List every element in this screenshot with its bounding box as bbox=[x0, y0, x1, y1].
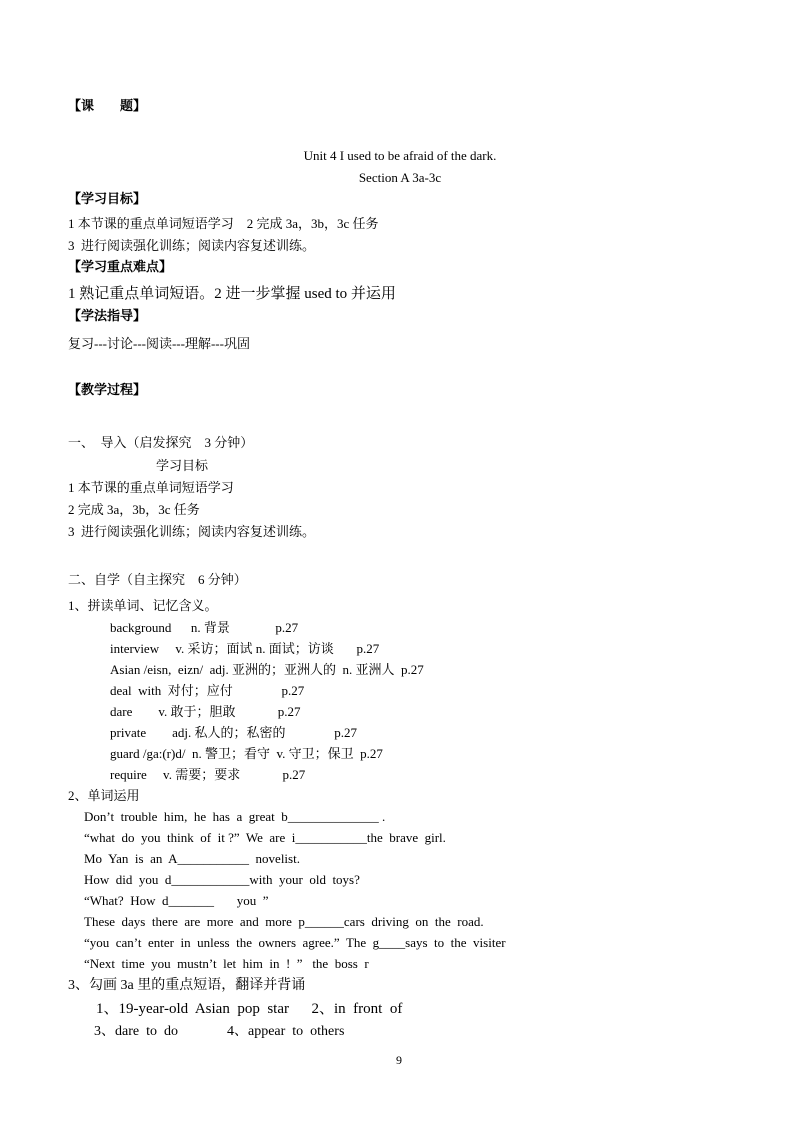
page-number: 9 bbox=[396, 1053, 402, 1067]
exercise-line: “Next time you mustn’t let him in ! ” the boss r bbox=[84, 956, 369, 971]
step1-heading: 一、 导入（启发探究 3 分钟） bbox=[68, 435, 254, 450]
exercise-line: “What? How d_______ you ” bbox=[84, 893, 269, 908]
section-title: Section A 3a-3c bbox=[358, 170, 442, 185]
vocab-item: guard /ga:(r)d/ n. 警卫；看守 v. 守卫；保卫 p.27 bbox=[110, 746, 383, 761]
step2-part1-title: 1、拼读单词、记忆含义。 bbox=[68, 598, 218, 613]
vocab-item: deal with 对付；应付 p.27 bbox=[110, 683, 305, 698]
step2-heading: 二、自学（自主探究 6 分钟） bbox=[68, 572, 247, 587]
vocab-item: background n. 背景 p.27 bbox=[110, 620, 299, 635]
exercise-line: How did you d____________with your old toys? bbox=[84, 872, 360, 887]
process-header: 【教学过程】 bbox=[68, 383, 147, 398]
key-points-text: 1 熟记重点单词短语。2 进一步掌握 used to 并运用 bbox=[68, 286, 396, 302]
topic-header: 【课 题】 bbox=[68, 99, 147, 114]
exercise-line: Mo Yan is an A___________ novelist. bbox=[84, 851, 300, 866]
goal-line-1: 1 本节课的重点单词短语学习 2 完成 3a，3b，3c 任务 bbox=[68, 216, 379, 231]
exercise-line: “you can’t enter in unless the owners agree.” The g____says to the visiter bbox=[84, 935, 506, 950]
step2-part3-title: 3、勾画 3a 里的重点短语，翻译并背诵 bbox=[68, 978, 306, 993]
vocab-item: require v. 需要；要求 p.27 bbox=[110, 767, 306, 782]
vocab-item: private adj. 私人的；私密的 p.27 bbox=[110, 725, 357, 740]
unit-title: Unit 4 I used to be afraid of the dark. bbox=[303, 148, 497, 163]
step1-item: 1 本节课的重点单词短语学习 bbox=[68, 480, 234, 495]
goals-header: 【学习目标】 bbox=[68, 192, 147, 207]
step1-subheading: 学习目标 bbox=[156, 458, 209, 473]
phrase-line: 1、19-year-old Asian pop star 2、in front of bbox=[96, 1001, 403, 1017]
vocab-item: dare v. 敢于；胆敢 p.27 bbox=[110, 704, 301, 719]
key-points-header: 【学习重点难点】 bbox=[68, 260, 173, 275]
vocab-item: Asian /eisn, eizn/ adj. 亚洲的；亚洲人的 n. 亚洲人 p.27 bbox=[110, 662, 424, 677]
step1-item: 2 完成 3a，3b，3c 任务 bbox=[68, 502, 200, 517]
vocab-item: interview v. 采访；面试 n. 面试；访谈 p.27 bbox=[110, 641, 380, 656]
goal-line-2: 3 进行阅读强化训练；阅读内容复述训练。 bbox=[68, 238, 316, 253]
exercise-line: Don’t trouble him, he has a great b______________ . bbox=[84, 809, 386, 824]
method-text: 复习---讨论---阅读---理解---巩固 bbox=[68, 336, 250, 351]
exercise-line: These days there are more and more p______cars driving on the road. bbox=[84, 914, 484, 929]
method-header: 【学法指导】 bbox=[68, 309, 147, 324]
step2-part2-title: 2、单词运用 bbox=[68, 788, 140, 803]
step1-item: 3 进行阅读强化训练；阅读内容复述训练。 bbox=[68, 524, 316, 539]
exercise-line: “what do you think of it ?” We are i___________the brave girl. bbox=[84, 830, 446, 845]
phrase-line: 3、dare to do 4、appear to others bbox=[94, 1024, 345, 1039]
